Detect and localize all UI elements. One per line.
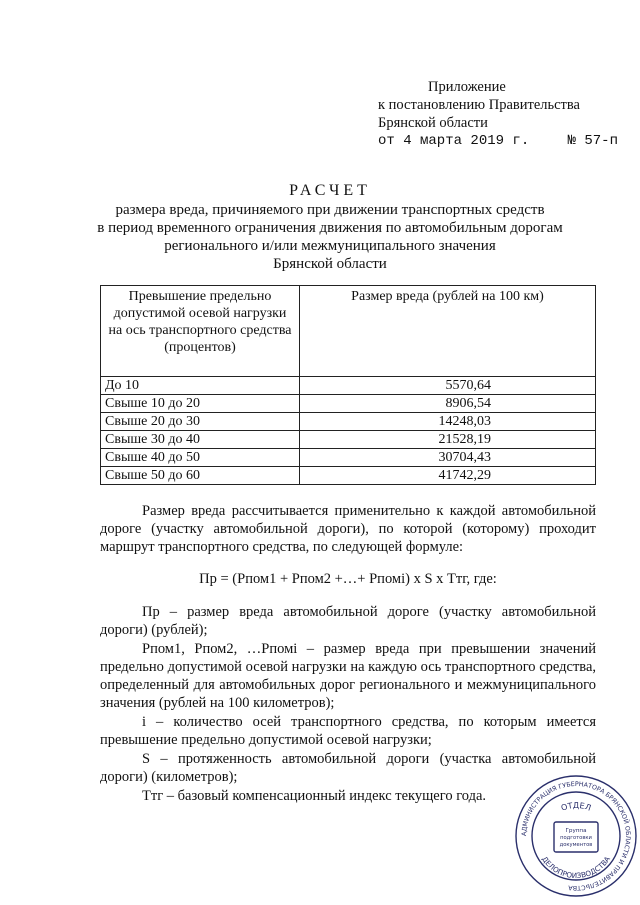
appendix-block (378, 78, 618, 150)
row-value: 5570,64 (300, 377, 596, 395)
damage-table (100, 285, 596, 485)
table-row (101, 467, 596, 485)
row-range: Свыше 40 до 50 (101, 449, 300, 467)
row-value: 41742,29 (300, 467, 596, 485)
table-row (101, 377, 596, 395)
table-header-row (101, 286, 596, 377)
table-row (101, 395, 596, 413)
header-overload: Превышение предельно допустимой осевой нагрузки на ось транспортного средства (процентов) (101, 286, 300, 377)
header-damage: Размер вреда (рублей на 100 км) (300, 286, 596, 377)
stamp-top-text: ОТДЕЛ (559, 800, 593, 813)
table-row (101, 413, 596, 431)
appendix-date: от 4 марта 2019 г. (378, 133, 530, 149)
definition-i: i – количество осей транспортного средства, по которым имеется превышение предельно допустимой осевой нагрузки; (100, 714, 596, 748)
stamp-center-1: Группа (565, 828, 587, 834)
row-range: Свыше 50 до 60 (101, 467, 300, 485)
row-value: 14248,03 (300, 413, 596, 431)
office-stamp (512, 772, 640, 900)
definition-rpom: Рпом1, Рпом2, …Рпомi – размер вреда при превышении значений предельно допустимой осевой нагрузки на каждую ось транспортного средства, определенный для автомобильных дорог регионального и межмуниципального значения (рублей на 100 километров); (100, 641, 596, 711)
definition-pr: Пр – размер вреда автомобильной дороге (участку автомобильной дороги) (рублей); (100, 604, 596, 638)
row-range: Свыше 10 до 20 (101, 395, 300, 413)
table-row (101, 449, 596, 467)
stamp-center-2: подготовки (560, 835, 592, 841)
title-line-3: регионального и/или межмуниципального значения (164, 238, 496, 254)
stamp-ring-text: АДМИНИСТРАЦИЯ ГУБЕРНАТОРА БРЯНСКОЙ ОБЛАСТИ И ПРАВИТЕЛЬСТВА (520, 780, 632, 892)
row-range: До 10 (101, 377, 300, 395)
appendix-decree: к постановлению Правительства (378, 97, 580, 113)
appendix-number: № 57-п (567, 133, 618, 149)
row-range: Свыше 30 до 40 (101, 431, 300, 449)
formula: Пр = (Рпом1 + Рпом2 +…+ Рпомi) x S x Ттг, где: (199, 571, 497, 587)
row-range: Свыше 20 до 30 (101, 413, 300, 431)
document-title (90, 182, 570, 273)
definition-ttg: Ттг – базовый компенсационный индекс текущего года. (142, 788, 487, 804)
stamp-center-3: документов (559, 842, 593, 848)
title-line-2: в период временного ограничения движения по автомобильным дорогам (97, 220, 563, 236)
row-value: 30704,43 (300, 449, 596, 467)
appendix-title: Приложение (428, 79, 506, 95)
table-row (101, 431, 596, 449)
appendix-dateline (378, 132, 618, 150)
row-value: 21528,19 (300, 431, 596, 449)
row-value: 8906,54 (300, 395, 596, 413)
title-line-1: размера вреда, причиняемого при движении транспортных средств (115, 202, 545, 218)
paragraph-intro: Размер вреда рассчитывается применительно к каждой автомобильной дороге (участку автомобильной дороги), по которой (которому) проходит маршрут транспортного средства, по следующей формуле: (100, 503, 596, 555)
appendix-region: Брянской области (378, 115, 488, 131)
stamp-bottom-text: ДЕЛОПРОИЗВОДСТВА (540, 854, 612, 881)
title-heading: РАСЧЕТ (289, 182, 371, 199)
definition-s: S – протяженность автомобильной дороги (участка автомобильной дороги) (километров); (100, 751, 596, 785)
title-line-4: Брянской области (273, 256, 387, 272)
